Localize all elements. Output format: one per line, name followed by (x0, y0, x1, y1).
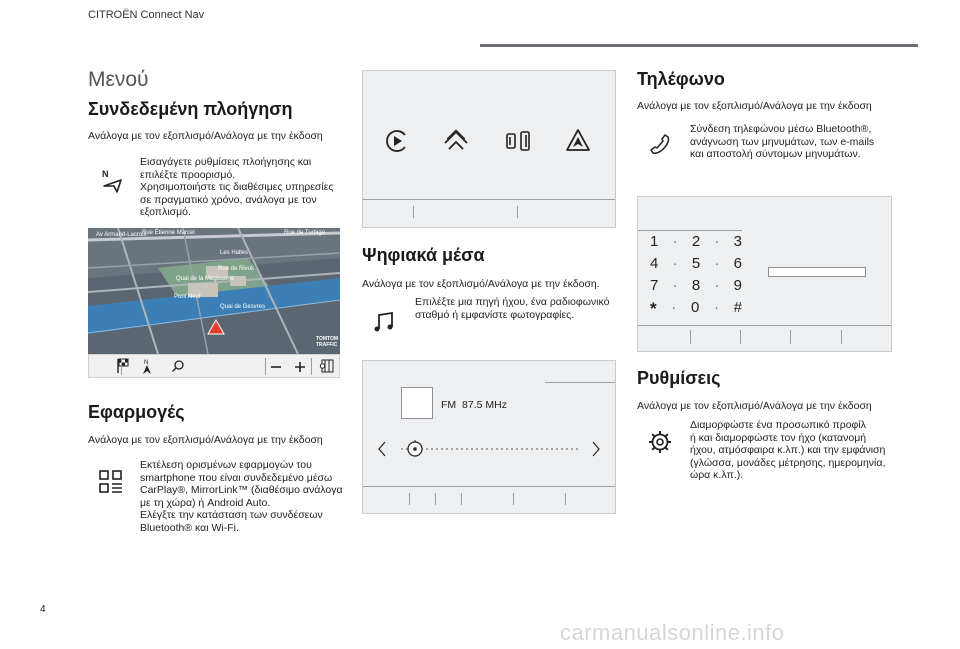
radio-station (441, 399, 507, 411)
keypad-separator: · (713, 299, 719, 316)
applications-desc-line: με τη χώρα) ή Android Auto. (140, 496, 271, 509)
media-title: Ψηφιακά μέσα (362, 245, 485, 265)
media-screen (362, 360, 616, 514)
keypad-key[interactable]: 0 (690, 299, 700, 316)
next-station-icon[interactable] (591, 441, 601, 462)
applications-desc-line: CarPlay®, MirrorLink™ (διαθέσιμο ανάλογα (140, 484, 343, 496)
keypad-row (650, 299, 742, 321)
applications-desc-line: Bluetooth® και Wi-Fi. (140, 521, 239, 534)
settings-desc-line: ή και διαμορφώστε τον ήχο (κατανομή (690, 431, 867, 444)
keypad-key[interactable]: 3 (733, 233, 742, 250)
watermark: carmanualsonline.info (560, 620, 785, 645)
applications-description (140, 459, 343, 534)
gear-icon (648, 430, 672, 454)
map-label: Av Armand-Lacroix (96, 232, 147, 238)
connected-apps-icon[interactable] (565, 128, 591, 159)
screen-divider (363, 486, 615, 487)
phone-lead: Ανάλογα με τον εξοπλισμό/Ανάλογα με την έκδοση (637, 100, 872, 112)
media-desc-line: Επιλέξτε μια πηγή ήχου, ένα ραδιοφωνικό (415, 296, 610, 308)
navigation-title: Συνδεδεμένη πλοήγηση (88, 99, 293, 119)
tomtom-traffic-logo: TOMTOM TRAFFIC (316, 336, 339, 348)
keypad-separator: · (714, 255, 720, 272)
phone-desc-line: ανάγνωση των μηνυμάτων, των e-mails (690, 135, 875, 148)
map-label: Rue de Turbigo (284, 230, 326, 236)
phone-desc-line: και αποστολή σύντομων μηνυμάτων. (690, 148, 861, 160)
screen-tick (513, 493, 514, 505)
map-label: Quai de Gesvres (220, 304, 266, 310)
applications-desc-line: Εκτέλεση ορισμένων εφαρμογών του (140, 459, 312, 471)
screen-divider (545, 382, 615, 383)
dial-number-field[interactable] (768, 267, 866, 277)
settings-lead: Ανάλογα με τον εξοπλισμό/Ανάλογα με την έκδοση (637, 400, 872, 412)
navigation-desc-line: επιλέξτε προορισμό. (140, 168, 236, 181)
media-description (415, 296, 609, 321)
dial-keypad (650, 233, 742, 321)
map-label: Rue Étienne Marcel (142, 230, 195, 236)
navigation-desc-line: εξοπλισμό. (140, 206, 191, 218)
keypad-key[interactable]: 7 (650, 277, 659, 294)
map-toolbar (88, 354, 340, 378)
screen-tick (409, 493, 410, 505)
keypad-key[interactable]: 5 (691, 255, 701, 272)
navigation-lead: Ανάλογα με τον εξοπλισμό/Ανάλογα με την έκδοση (88, 130, 323, 142)
mirrorlink-icon[interactable] (505, 129, 531, 158)
map-label: Rue de Rivoli (218, 266, 254, 272)
phone-description (690, 123, 874, 161)
page-title: Μενού (88, 68, 149, 91)
radio-frequency: 87.5 MHz (462, 399, 507, 411)
settings-desc-line: Διαμορφώστε ένα προσωπικό προφίλ (690, 419, 866, 431)
applications-lead: Ανάλογα με τον εξοπλισμό/Ανάλογα με την έκδοση (88, 434, 323, 446)
keypad-key[interactable]: # (733, 299, 742, 316)
phone-handset-icon (648, 133, 672, 157)
phone-title: Τηλέφωνο (637, 69, 725, 89)
settings-title: Ρυθμίσεις (637, 368, 721, 388)
map-label: Les Halles (220, 250, 249, 256)
keypad-row (650, 277, 742, 299)
toolbar-divider (311, 358, 312, 375)
previous-station-icon[interactable] (377, 441, 387, 462)
toolbar-divider (121, 358, 122, 375)
svg-text:N: N (144, 360, 149, 366)
settings-description (690, 419, 885, 482)
settings-desc-line: (γλώσσα, μονάδες μέτρησης, ημερομηνία, (690, 456, 886, 469)
apps-grid-icon (99, 470, 123, 494)
screen-divider (638, 230, 742, 231)
radio-band: FM (441, 399, 457, 411)
media-desc-line: σταθμό ή εμφανίστε φωτογραφίες. (415, 308, 575, 321)
screen-tick (565, 493, 566, 505)
destination-flag-icon[interactable] (116, 358, 130, 379)
navigation-desc-line: σε πραγματικό χρόνο, ανάλογα με τον (140, 193, 317, 206)
zoom-out-icon[interactable] (270, 360, 282, 378)
phone-screen (637, 196, 892, 352)
compass-icon[interactable] (141, 358, 153, 380)
media-lead: Ανάλογα με τον εξοπλισμό/Ανάλογα με την έκδοση. (362, 278, 600, 290)
music-note-icon (372, 310, 396, 334)
keypad-key[interactable]: 2 (691, 233, 701, 250)
applications-screen (362, 70, 616, 228)
keypad-key[interactable]: * (650, 299, 657, 318)
screen-tick (435, 493, 436, 505)
frequency-slider[interactable] (401, 440, 581, 463)
svg-text:N: N (102, 169, 109, 179)
applications-desc-line: smartphone που είναι συνδεδεμένο μέσω (140, 471, 333, 484)
screen-tick (790, 330, 791, 344)
screen-tick (690, 330, 691, 344)
screen-divider (363, 199, 615, 200)
keypad-separator: · (672, 277, 678, 294)
map-settings-icon[interactable] (319, 358, 335, 379)
toolbar-divider (265, 358, 266, 375)
keypad-separator: · (672, 255, 678, 272)
map-label: Quai de la Mégisserie (176, 276, 235, 282)
map-label: Pont Neuf (174, 294, 201, 300)
search-icon[interactable] (171, 359, 185, 378)
screen-tick (841, 330, 842, 344)
keypad-key[interactable]: 8 (691, 277, 701, 294)
android-auto-icon[interactable] (443, 129, 469, 158)
screen-tick (413, 206, 414, 218)
page-number: 4 (40, 604, 46, 615)
keypad-key[interactable]: 9 (733, 277, 742, 294)
screen-divider (638, 325, 891, 326)
navigation-arrow-icon (100, 168, 124, 194)
document-header: CITROËN Connect Nav (88, 9, 205, 21)
settings-desc-line: ώρα κ.λπ.). (690, 469, 744, 481)
keypad-separator: · (671, 299, 677, 316)
navigation-desc-line: Εισαγάγετε ρυθμίσεις πλοήγησης και (140, 156, 312, 168)
zoom-in-icon[interactable] (294, 360, 306, 378)
screen-tick (740, 330, 741, 344)
keypad-key[interactable]: 6 (733, 255, 742, 272)
applications-title: Εφαρμογές (88, 402, 185, 422)
navigation-map (88, 228, 340, 354)
keypad-key[interactable]: 4 (650, 255, 659, 272)
phone-desc-line: Σύνδεση τηλεφώνου μέσω Bluetooth®, (690, 123, 872, 135)
keypad-row (650, 255, 742, 277)
keypad-key[interactable]: 1 (650, 233, 659, 250)
screen-tick (517, 206, 518, 218)
header-bar (480, 44, 918, 47)
navigation-desc-line: Χρησιμοποιήστε τις διαθέσιμες υπηρεσίες (140, 181, 334, 193)
carplay-play-icon[interactable] (385, 129, 409, 158)
applications-desc-line: Ελέγξτε την κατάσταση των συνδέσεων (140, 509, 323, 521)
keypad-row (650, 233, 742, 255)
album-art (401, 387, 433, 419)
settings-desc-line: ήχου, ατμόσφαιρα κ.λπ.) και την εμφάνιση (690, 444, 886, 456)
screen-tick (461, 493, 462, 505)
keypad-separator: · (714, 277, 720, 294)
keypad-separator: · (672, 233, 678, 250)
keypad-separator: · (714, 233, 720, 250)
navigation-description (140, 156, 334, 219)
